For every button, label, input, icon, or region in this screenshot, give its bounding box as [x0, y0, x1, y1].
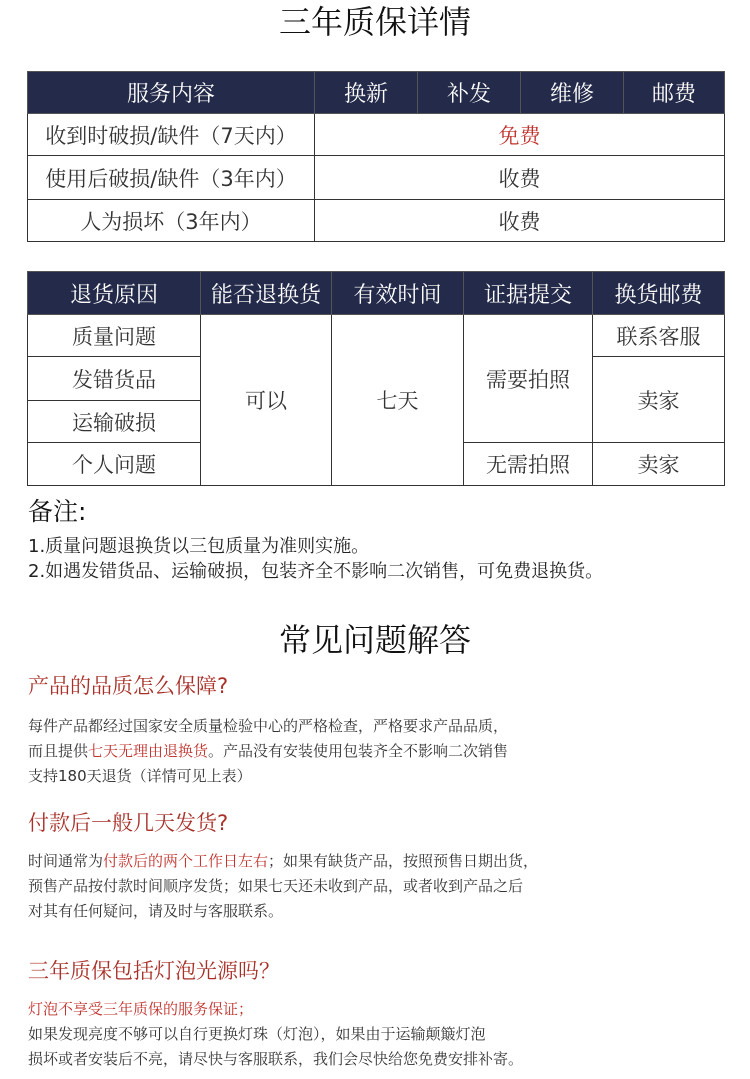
postage-contact: 联系客服	[593, 315, 725, 357]
table-row	[28, 156, 725, 200]
note-line-2: 2.如遇发错货品、运输破损，包装齐全不影响二次销售，可免费退换货。	[28, 561, 604, 582]
valid-time-value: 七天	[332, 315, 464, 486]
faq-answer-2-line-3: 对其有任何疑问，请及时与客服联系。	[28, 902, 284, 920]
warranty-table	[27, 71, 725, 242]
table-row	[28, 114, 725, 156]
faq-question-3: 三年质保包括灯泡光源吗？	[28, 959, 280, 983]
reason-quality: 质量问题	[28, 315, 201, 357]
faq-title: 常见问题解答	[278, 621, 471, 659]
header-replace: 换新	[315, 72, 418, 114]
faq-answer-3-line-3: 损坏或者安装后不亮，请尽快与客服联系，我们会尽快给您免费安排补寄。	[28, 1050, 524, 1068]
header-postage: 邮费	[624, 72, 725, 114]
reason-personal: 个人问题	[28, 443, 201, 486]
notes-title: 备注:	[28, 497, 87, 526]
answer-highlight: 七天无理由退换货	[88, 742, 209, 760]
faq-answer-2-line-2: 预售产品按付款时间顺序发货；如果七天还未收到产品，或者收到产品之后	[28, 877, 524, 895]
note-line-1: 1.质量问题退换货以三包质量为准则实施。	[28, 536, 370, 557]
row-value: 收费	[315, 156, 725, 200]
returns-table	[27, 271, 725, 486]
header-service-content: 服务内容	[28, 72, 315, 114]
warranty-title: 三年质保详情	[278, 3, 471, 41]
row-value: 收费	[315, 200, 725, 242]
postage-seller: 卖家	[593, 443, 725, 486]
faq-answer-2-line-1	[28, 849, 538, 874]
answer-highlight: 付款后的两个工作日左右	[103, 852, 269, 870]
can-return-value: 可以	[201, 315, 332, 486]
table-row	[28, 200, 725, 242]
header-valid-time: 有效时间	[332, 272, 464, 315]
header-repair: 维修	[521, 72, 624, 114]
header-return-reason: 退货原因	[28, 272, 201, 315]
row-value: 免费	[315, 114, 725, 156]
answer-text: 。产品没有安装使用包装齐全不影响二次销售	[208, 742, 509, 760]
faq-answer-3-line-1: 灯泡不享受三年质保的服务保证；	[28, 1000, 254, 1018]
header-reissue: 补发	[418, 72, 521, 114]
header-exchange-postage: 换货邮费	[593, 272, 725, 315]
evidence-none: 无需拍照	[464, 443, 593, 486]
postage-seller: 卖家	[593, 357, 725, 443]
row-label: 收到时破损/缺件（7天内）	[28, 114, 315, 156]
faq-answer-1-line-3: 支持180天退货（详情可见上表）	[28, 767, 252, 785]
table-row	[28, 315, 725, 357]
faq-answer-3-line-2: 如果发现亮度不够可以自行更换灯珠（灯泡），如果由于运输颠簸灯泡	[28, 1025, 486, 1043]
header-evidence: 证据提交	[464, 272, 593, 315]
row-label: 使用后破损/缺件（3年内）	[28, 156, 315, 200]
faq-question-1: 产品的品质怎么保障?	[28, 674, 229, 698]
reason-shipping-damage: 运输破损	[28, 401, 201, 443]
faq-question-2: 付款后一般几天发货?	[28, 811, 229, 835]
answer-text: 而且提供	[28, 742, 89, 760]
answer-text: ；如果有缺货产品，按照预售日期出货，	[268, 852, 539, 870]
faq-answer-1-line-2	[28, 739, 508, 764]
evidence-photo: 需要拍照	[464, 315, 593, 443]
header-can-return: 能否退换货	[201, 272, 332, 315]
answer-text: 时间通常为	[28, 852, 104, 870]
row-label: 人为损坏（3年内）	[28, 200, 315, 242]
reason-wrong-item: 发错货品	[28, 357, 201, 401]
faq-answer-1-line-1: 每件产品都经过国家安全质量检验中心的严格检查，严格要求产品品质，	[28, 717, 509, 735]
